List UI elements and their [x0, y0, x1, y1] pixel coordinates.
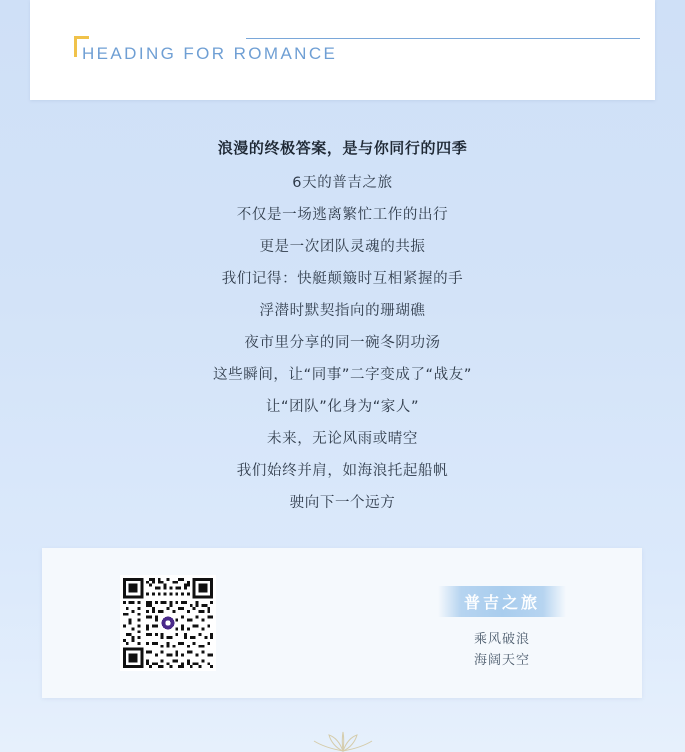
brand-block	[412, 586, 592, 671]
poem-line: 这些瞬间，让“同事”二字变成了“战友”	[213, 367, 472, 383]
page-title: HEADING FOR ROMANCE	[82, 44, 338, 63]
footer-card	[42, 548, 642, 698]
poem-line: 驶向下一个远方	[289, 495, 396, 511]
qr-code[interactable]	[120, 575, 216, 671]
brand-title: 普吉之旅	[463, 593, 540, 612]
poem-line: 浪漫的终极答案，是与你同行的四季	[217, 139, 468, 157]
header-card	[30, 0, 655, 100]
brand-subtitle	[412, 629, 592, 671]
qr-code-icon	[120, 575, 216, 671]
brand-subtitle-line: 海阔天空	[473, 653, 530, 668]
poem-block	[0, 132, 685, 519]
poem-line: 不仅是一场逃离繁忙工作的出行	[236, 207, 449, 223]
poem-line: 我们记得：快艇颠簸时互相紧握的手	[221, 271, 464, 287]
brand-banner	[438, 586, 566, 617]
poem-line: 未来，无论风雨或晴空	[267, 431, 418, 447]
poem-line: 6天的普吉之旅	[292, 175, 393, 191]
poem-line: 更是一次团队灵魂的共振	[259, 239, 426, 255]
poem-line: 让“团队”化身为“家人”	[265, 399, 420, 415]
poem-line: 我们始终并肩，如海浪托起船帆	[236, 463, 449, 479]
header-divider	[246, 38, 640, 39]
lotus-ornament-icon	[298, 730, 388, 752]
poem-line: 夜市里分享的同一碗冬阴功汤	[244, 335, 441, 351]
poem-line: 浮潜时默契指向的珊瑚礁	[259, 303, 426, 319]
brand-subtitle-line: 乘风破浪	[473, 632, 530, 647]
